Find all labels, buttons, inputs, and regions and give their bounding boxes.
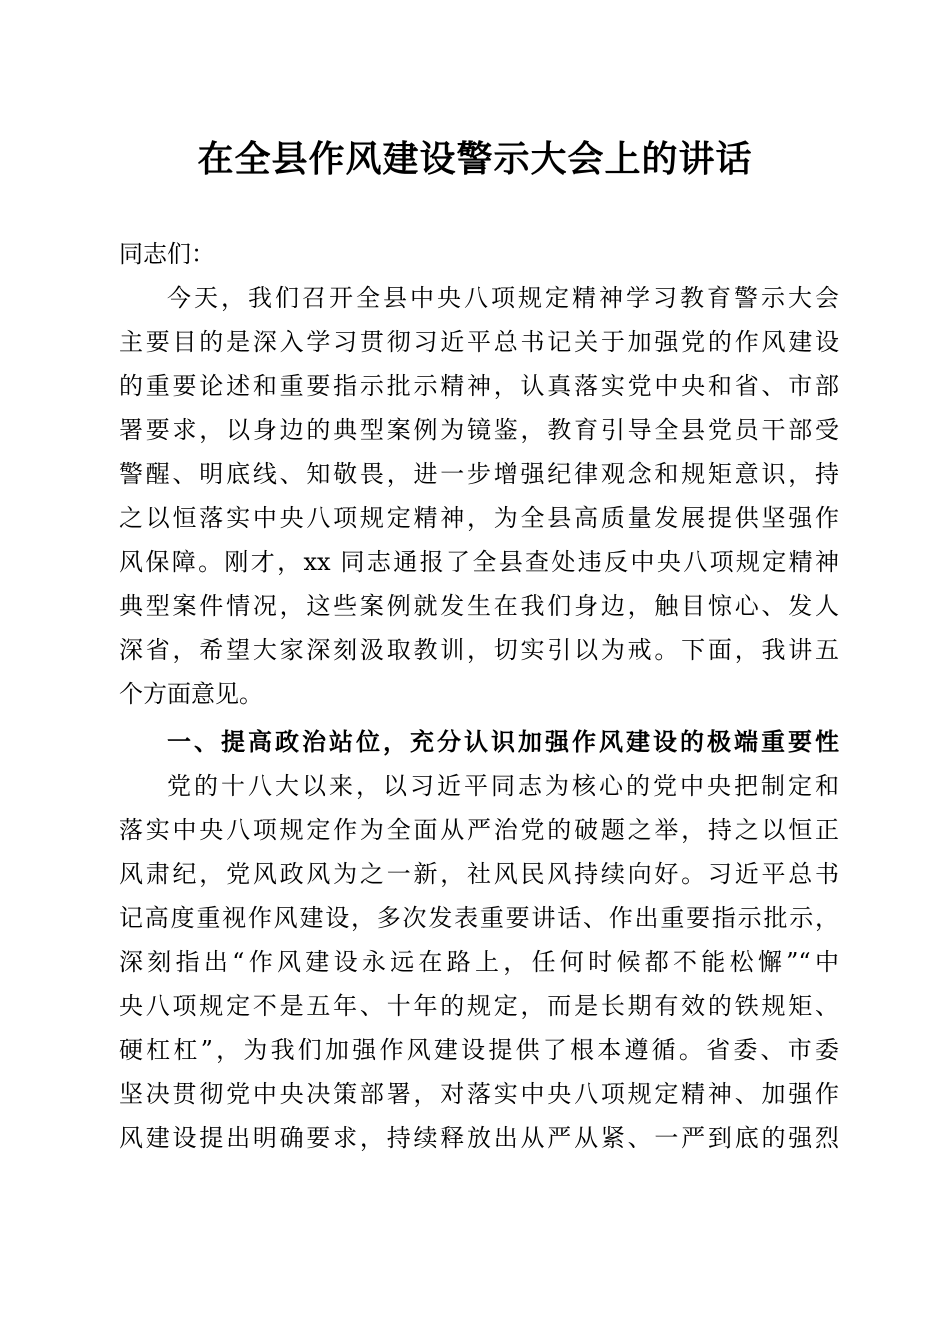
salutation: 同志们：	[119, 240, 215, 268]
text-line: 个方面意见。	[119, 680, 263, 708]
text-line: 记高度重视作风建设，多次发表重要讲话、作出重要指示批示，	[119, 904, 839, 932]
section-heading: 一、提高政治站位，充分认识加强作风建设的极端重要性	[167, 728, 839, 756]
text-line: 党的十八大以来，以习近平同志为核心的党中央把制定和	[167, 772, 839, 800]
text-line: 坚决贯彻党中央决策部署，对落实中央八项规定精神、加强作	[119, 1080, 839, 1108]
text-line: 主要目的是深入学习贯彻习近平总书记关于加强党的作风建设	[119, 328, 839, 356]
text-line: 风建设提出明确要求，持续释放出从严从紧、一严到底的强烈	[119, 1124, 839, 1152]
text-line: 的重要论述和重要指示批示精神，认真落实党中央和省、市部	[119, 372, 839, 400]
text-line: 硬杠杠”，为我们加强作风建设提供了根本遵循。省委、市委	[119, 1036, 839, 1064]
text-line: 深刻指出“作风建设永远在路上，任何时候都不能松懈”“中	[119, 948, 839, 976]
text-line: 央八项规定不是五年、十年的规定，而是长期有效的铁规矩、	[119, 992, 839, 1020]
text-line: 之以恒落实中央八项规定精神，为全县高质量发展提供坚强作	[119, 504, 839, 532]
text-line: 署要求，以身边的典型案例为镜鉴，教育引导全县党员干部受	[119, 416, 839, 444]
text-line: 警醒、明底线、知敬畏，进一步增强纪律观念和规矩意识，持	[119, 460, 839, 488]
text-line: 今天，我们召开全县中央八项规定精神学习教育警示大会	[167, 284, 839, 312]
text-line: 典型案件情况，这些案例就发生在我们身边，触目惊心、发人	[119, 592, 839, 620]
text-line: 风肃纪，党风政风为之一新，社风民风持续向好。习近平总书	[119, 860, 839, 888]
text-line: 深省，希望大家深刻汲取教训，切实引以为戒。下面，我讲五	[119, 636, 839, 664]
text-line: 风保障。刚才，xx 同志通报了全县查处违反中央八项规定精神	[119, 548, 839, 576]
text-line: 落实中央八项规定作为全面从严治党的破题之举，持之以恒正	[119, 816, 839, 844]
document-title: 在全县作风建设警示大会上的讲话	[197, 138, 753, 180]
